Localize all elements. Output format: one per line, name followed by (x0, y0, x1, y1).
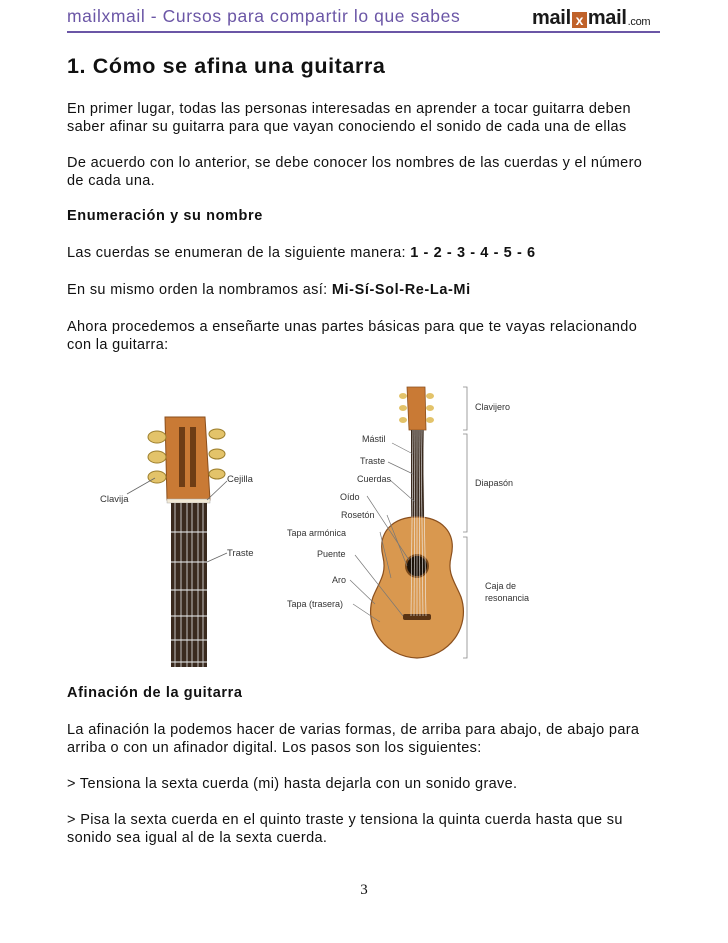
paragraph-tuning-methods (67, 721, 667, 757)
paragraph-intro-line1: En primer lugar, todas las personas interesadas en aprender a tocar guitarra deben (67, 101, 631, 117)
label-caja-line2: resonancia (485, 593, 530, 603)
label-roseton: Rosetón (341, 510, 375, 520)
label-mastil: Mástil (362, 434, 386, 444)
label-cuerdas: Cuerdas (357, 474, 392, 484)
paragraph-parts-intro (67, 318, 667, 354)
label-puente: Puente (317, 549, 346, 559)
paragraph-strings-line1: De acuerdo con lo anterior, se debe conocer los nombres de las cuerdas y el número (67, 155, 643, 171)
label-traste-right: Traste (360, 456, 386, 466)
parts-intro-line2: con la guitarra: (67, 337, 169, 353)
page-number: 3 (360, 882, 368, 898)
numbering-text: Las cuerdas se enumeran de la siguiente manera: (67, 245, 411, 261)
step-2-line2: sonido sea igual al de la sexta cuerda. (67, 830, 328, 846)
label-oido: Oído (340, 492, 360, 502)
parts-intro-line1: Ahora procedemos a enseñarte unas partes básicas para que te vayas relacionando (67, 319, 638, 335)
header-divider (67, 31, 660, 33)
full-guitar-illustration (350, 387, 467, 658)
section-heading-tuning: Afinación de la guitarra (67, 685, 243, 701)
guitar-parts-figure (95, 382, 605, 667)
label-diapason: Diapasón (475, 478, 514, 488)
label-tapa-trasera: Tapa (trasera) (287, 599, 344, 609)
tuning-methods-line1: La afinación la podemos hacer de varias formas, de arriba para abajo, de abajo para (67, 722, 640, 738)
paragraph-step-1: > Tensiona la sexta cuerda (mi) hasta dejarla con un sonido grave. (67, 776, 518, 792)
label-cejilla: Cejilla (227, 474, 253, 485)
tuning-methods-line2: arriba o con un afinador digital. Los pasos son los siguientes: (67, 740, 482, 756)
label-clavija: Clavija (100, 494, 129, 505)
mailxmail-logo[interactable] (532, 8, 650, 30)
paragraph-strings (67, 154, 667, 190)
string-names-values: Mi-Sí-Sol-Re-La-Mi (331, 282, 471, 298)
logo-text-right: mail (587, 7, 627, 29)
paragraph-strings-line2: de cada una. (67, 173, 156, 189)
page-title: 1. Cómo se afina una guitarra (67, 54, 386, 78)
label-clavijero: Clavijero (475, 402, 511, 412)
step-2-line1: > Pisa la sexta cuerda en el quinto traste y tensiona la quinta cuerda hasta que su (67, 812, 623, 828)
logo-text-left: mail (532, 7, 571, 29)
logo-com: .com (627, 16, 651, 28)
label-traste-left: Traste (227, 548, 254, 559)
label-aro: Aro (332, 575, 347, 585)
header-title: mailxmail - Cursos para compartir lo que sabes (67, 6, 461, 26)
string-names-text: En su mismo orden la nombramos así: (67, 282, 332, 298)
paragraph-intro-line2: saber afinar su guitarra para que vayan conociendo el sonido de cada una de ellas (67, 119, 627, 135)
paragraph-string-names (67, 281, 667, 299)
numbering-values: 1 - 2 - 3 - 4 - 5 - 6 (410, 245, 536, 261)
paragraph-intro (67, 100, 667, 136)
headstock-illustration (127, 417, 227, 667)
logo-x-mark: x (572, 12, 587, 28)
section-heading-enumeration: Enumeración y su nombre (67, 208, 263, 224)
label-caja-line1: Caja de (485, 581, 517, 591)
paragraph-numbering (67, 244, 667, 262)
paragraph-step-2 (67, 811, 667, 847)
label-tapa-armonica: Tapa armónica (287, 528, 347, 538)
